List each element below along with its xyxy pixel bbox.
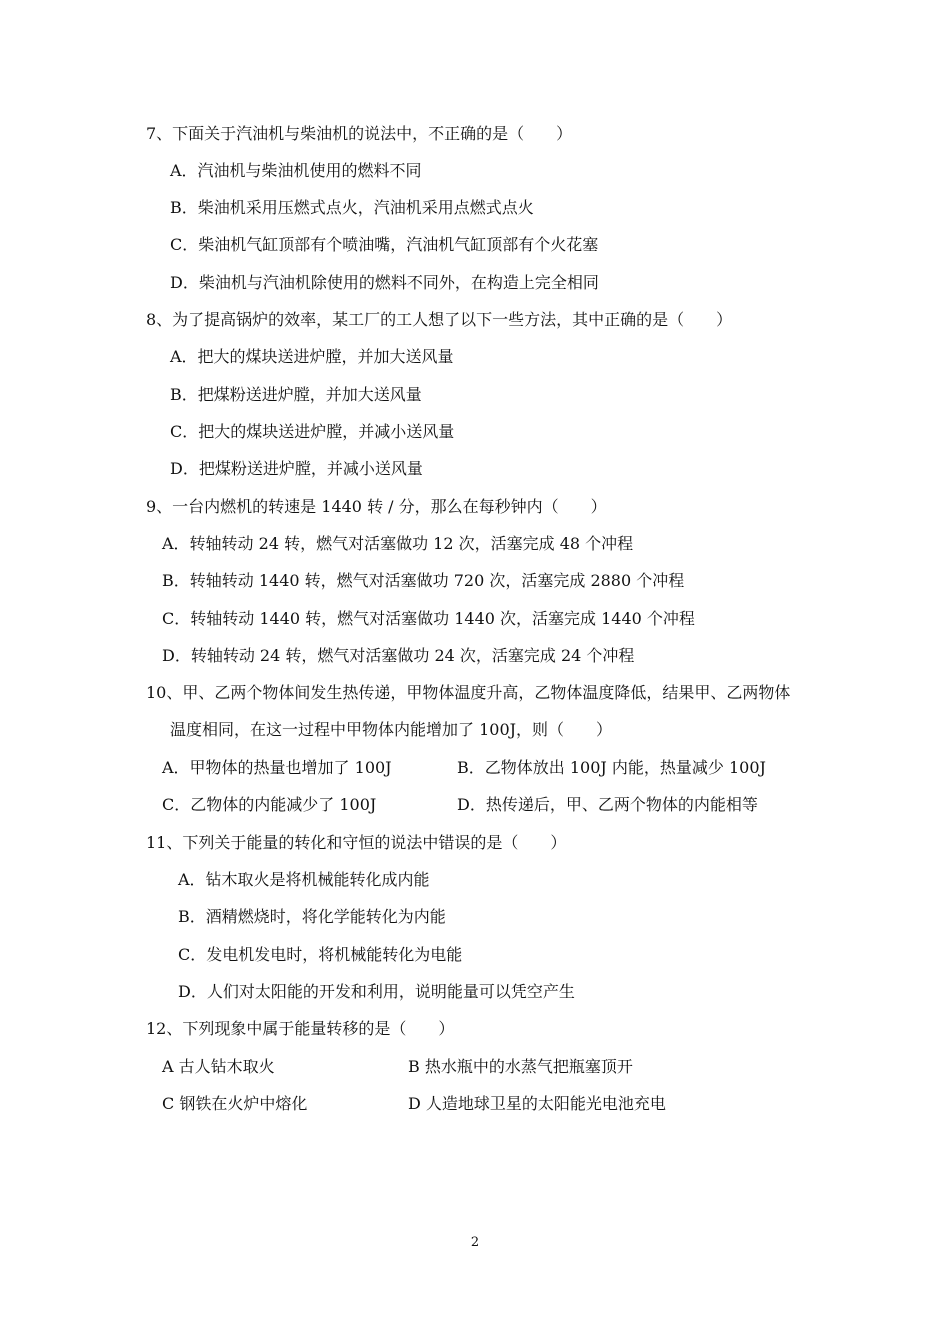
question-7-option-b: B．柴油机采用压燃式点火，汽油机采用点燃式点火: [170, 198, 534, 217]
question-8-stem: 8、为了提高锅炉的效率，某工厂的工人想了以下一些方法，其中正确的是（ ）: [146, 310, 733, 329]
question-9-option-b: B．转轴转动 1440 转，燃气对活塞做功 720 次，活塞完成 2880 个冲程: [162, 571, 685, 590]
question-12-stem: 12、下列现象中属于能量转移的是（ ）: [146, 1019, 455, 1038]
question-10-option-b: B．乙物体放出 100J 内能，热量减少 100J: [457, 758, 766, 777]
question-11-option-d: D．人们对太阳能的开发和利用，说明能量可以凭空产生: [178, 982, 575, 1001]
question-9-option-a: A．转轴转动 24 转，燃气对活塞做功 12 次，活塞完成 48 个冲程: [162, 534, 634, 553]
question-10-option-d: D．热传递后，甲、乙两个物体的内能相等: [457, 795, 758, 814]
question-12-option-b: B 热水瓶中的水蒸气把瓶塞顶开: [408, 1057, 633, 1076]
question-7-option-a: A．汽油机与柴油机使用的燃料不同: [170, 161, 422, 180]
question-7-option-c: C．柴油机气缸顶部有个喷油嘴，汽油机气缸顶部有个火花塞: [170, 235, 599, 254]
question-11-option-a: A．钻木取火是将机械能转化成内能: [178, 870, 430, 889]
question-9-stem: 9、一台内燃机的转速是 1440 转 / 分，那么在每秒钟内（ ）: [146, 497, 607, 516]
question-11-option-c: C．发电机发电时，将机械能转化为电能: [178, 945, 463, 964]
question-12-option-c: C 钢铁在火炉中熔化: [162, 1094, 308, 1113]
question-10-stem-continued: 温度相同，在这一过程中甲物体内能增加了 100J，则（ ）: [170, 720, 613, 739]
question-9-option-d: D．转轴转动 24 转，燃气对活塞做功 24 次，活塞完成 24 个冲程: [162, 646, 635, 665]
question-10-option-c: C．乙物体的内能减少了 100J: [162, 795, 377, 814]
question-8-option-a: A．把大的煤块送进炉膛，并加大送风量: [170, 347, 454, 366]
question-11-option-b: B．酒精燃烧时，将化学能转化为内能: [178, 907, 446, 926]
page-number: 2: [470, 1235, 480, 1250]
question-8-option-b: B．把煤粉送进炉膛，并加大送风量: [170, 385, 422, 404]
question-8-option-d: D．把煤粉送进炉膛，并减小送风量: [170, 459, 423, 478]
question-8-option-c: C．把大的煤块送进炉膛，并减小送风量: [170, 422, 455, 441]
question-12-option-d: D 人造地球卫星的太阳能光电池充电: [408, 1094, 666, 1113]
question-10-stem: 10、甲、乙两个物体间发生热传递，甲物体温度升高，乙物体温度降低，结果甲、乙两物体: [146, 683, 791, 702]
question-12-option-a: A 古人钻木取火: [162, 1057, 275, 1076]
question-9-option-c: C．转轴转动 1440 转，燃气对活塞做功 1440 次，活塞完成 1440 个冲程: [162, 609, 695, 628]
question-11-stem: 11、下列关于能量的转化和守恒的说法中错误的是（ ）: [146, 833, 567, 852]
question-10-option-a: A．甲物体的热量也增加了 100J: [162, 758, 392, 777]
question-7-stem: 7、下面关于汽油机与柴油机的说法中，不正确的是（ ）: [146, 124, 573, 143]
question-7-option-d: D．柴油机与汽油机除使用的燃料不同外，在构造上完全相同: [170, 273, 599, 292]
